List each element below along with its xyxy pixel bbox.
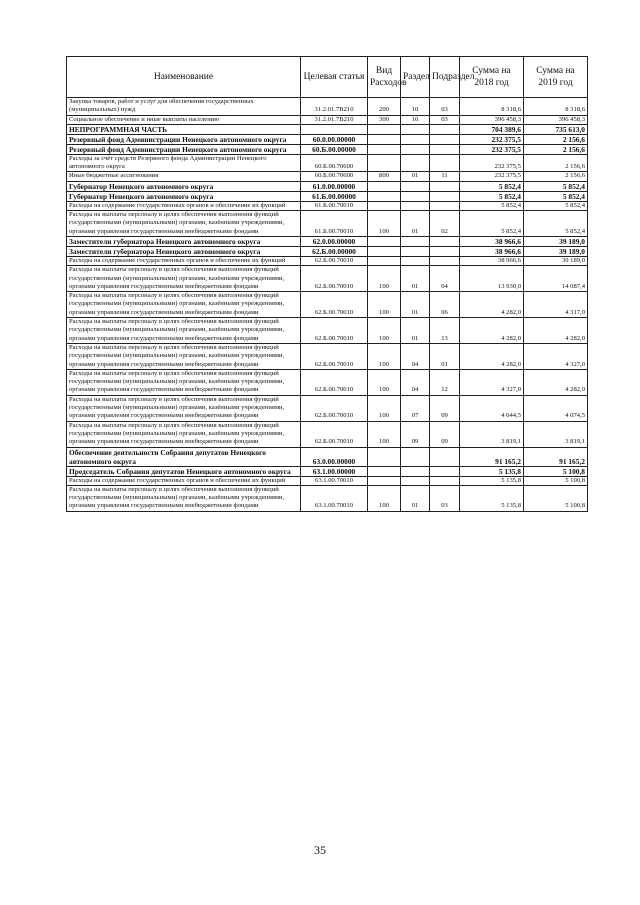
header-expense-type: Вид Расходов: [368, 57, 401, 98]
cell-name: Резервный фонд Администрации Ненецкого автономного округа: [67, 144, 301, 154]
cell-article: 61.Б.00.70010: [301, 211, 368, 237]
cell-name: Расходы на выплаты персоналу в целях обеспечения выполнения функций государственными (муниципальными) органами, казёнными учреждениями, органами управления государственными внебюджетными фондами: [67, 395, 301, 421]
cell-sum-2018: 38 966,6: [460, 246, 524, 256]
cell-subsection: [430, 447, 460, 466]
header-subsection: Подраздел: [430, 57, 460, 98]
table-row: [67, 395, 588, 421]
cell-name: Иные бюджетные ассигнования: [67, 172, 301, 181]
table-row: [67, 485, 588, 511]
cell-sum-2018: 38 966,6: [460, 256, 524, 265]
cell-subsection: 03: [430, 115, 460, 124]
cell-name: Социальное обеспечение и иные выплаты населению: [67, 115, 301, 124]
cell-sum-2018: 232 375,5: [460, 154, 524, 172]
cell-section: [401, 236, 430, 246]
cell-sum-2019: 5 852,4: [524, 201, 588, 210]
table-row: [67, 172, 588, 181]
cell-expense-type: [368, 124, 401, 134]
cell-subsection: 03: [430, 98, 460, 116]
table-row: [67, 115, 588, 124]
cell-name: Расходы на содержание государственных органов и обеспечение их функций: [67, 476, 301, 485]
cell-expense-type: [368, 191, 401, 201]
cell-sum-2018: 5 852,4: [460, 211, 524, 237]
table-row: [67, 343, 588, 369]
header-section: Раздел: [401, 57, 430, 98]
cell-expense-type: 100: [368, 318, 401, 344]
cell-sum-2018: 5 852,4: [460, 181, 524, 191]
cell-expense-type: [368, 476, 401, 485]
cell-subsection: 06: [430, 292, 460, 318]
cell-sum-2019: 4 317,0: [524, 292, 588, 318]
cell-section: [401, 201, 430, 210]
cell-name: Расходы на выплаты персоналу в целях обеспечения выполнения функций государственными (муниципальными) органами, казёнными учреждениями, органами управления государственными внебюджетными фондами: [67, 266, 301, 292]
cell-article: 62.Б.00.70010: [301, 266, 368, 292]
page-number: 35: [314, 843, 326, 857]
cell-expense-type: 800: [368, 172, 401, 181]
table-row: [67, 191, 588, 201]
cell-section: 01: [401, 211, 430, 237]
cell-sum-2019: 4 327,0: [524, 343, 588, 369]
cell-subsection: [430, 134, 460, 144]
cell-expense-type: 100: [368, 292, 401, 318]
cell-name: Расходы на содержание государственных органов и обеспечение их функций: [67, 201, 301, 210]
cell-section: 09: [401, 421, 430, 447]
cell-expense-type: 100: [368, 266, 401, 292]
cell-sum-2019: 4 282,0: [524, 318, 588, 344]
cell-article: 62.Б.00.70010: [301, 369, 368, 395]
cell-expense-type: [368, 181, 401, 191]
cell-sum-2019: 2 156,6: [524, 172, 588, 181]
cell-section: 10: [401, 98, 430, 116]
cell-expense-type: [368, 201, 401, 210]
cell-name: Резервный фонд Администрации Ненецкого автономного округа: [67, 134, 301, 144]
table-row: [67, 369, 588, 395]
cell-sum-2018: 232 375,5: [460, 134, 524, 144]
cell-sum-2018: 91 165,2: [460, 447, 524, 466]
cell-article: 62.Б.00.70010: [301, 318, 368, 344]
cell-name: Расходы на выплаты персоналу в целях обеспечения выполнения функций государственными (муниципальными) органами, казёнными учреждениями, органами управления государственными внебюджетными фондами: [67, 211, 301, 237]
cell-sum-2019: 14 087,4: [524, 266, 588, 292]
cell-sum-2018: 4 282,0: [460, 318, 524, 344]
cell-name: Председатель Собрания депутатов Ненецкого автономного округа: [67, 466, 301, 476]
cell-expense-type: [368, 154, 401, 172]
cell-expense-type: [368, 144, 401, 154]
cell-sum-2019: 39 189,0: [524, 236, 588, 246]
cell-subsection: [430, 246, 460, 256]
table-row: [67, 236, 588, 246]
cell-article: 60.Б.00.70600: [301, 154, 368, 172]
cell-sum-2018: 5 135,8: [460, 476, 524, 485]
cell-section: [401, 134, 430, 144]
cell-section: [401, 191, 430, 201]
cell-expense-type: [368, 447, 401, 466]
cell-subsection: 04: [430, 266, 460, 292]
table-row: [67, 181, 588, 191]
budget-table-sheet: [66, 56, 587, 512]
cell-name: Расходы на выплаты персоналу в целях обеспечения выполнения функций государственными (муниципальными) органами, казёнными учреждениями, органами управления государственными внебюджетными фондами: [67, 369, 301, 395]
table-row: [67, 421, 588, 447]
cell-section: [401, 466, 430, 476]
header-name: Наименование: [67, 57, 301, 98]
cell-subsection: [430, 201, 460, 210]
cell-name: Губернатор Ненецкого автономного округа: [67, 181, 301, 191]
cell-expense-type: 100: [368, 343, 401, 369]
cell-section: 10: [401, 115, 430, 124]
cell-sum-2019: 5 852,4: [524, 181, 588, 191]
cell-name: Расходы на выплаты персоналу в целях обеспечения выполнения функций государственными (муниципальными) органами, казёнными учреждениями, органами управления государственными внебюджетными фондами: [67, 421, 301, 447]
cell-name: Расходы на выплаты персоналу в целях обеспечения выполнения функций государственными (муниципальными) органами, казёнными учреждениями, органами управления государственными внебюджетными фондами: [67, 292, 301, 318]
cell-name: Расходы на выплаты персоналу в целях обеспечения выполнения функций государственными (муниципальными) органами, казёнными учреждениями, органами управления государственными внебюджетными фондами: [67, 318, 301, 344]
cell-article: 60.0.00.00000: [301, 134, 368, 144]
cell-section: [401, 476, 430, 485]
cell-sum-2019: 5 852,4: [524, 191, 588, 201]
cell-name: Расходы на выплаты персоналу в целях обеспечения выполнения функций государственными (муниципальными) органами, казёнными учреждениями, органами управления государственными внебюджетными фондами: [67, 485, 301, 511]
cell-expense-type: 100: [368, 485, 401, 511]
cell-article: 63.1.00.70010: [301, 485, 368, 511]
cell-sum-2018: 3 819,1: [460, 421, 524, 447]
cell-sum-2019: 4 074,5: [524, 395, 588, 421]
cell-article: 62.Б.00.70010: [301, 421, 368, 447]
cell-sum-2019: 5 100,8: [524, 476, 588, 485]
cell-section: 01: [401, 292, 430, 318]
cell-section: [401, 154, 430, 172]
cell-subsection: 11: [430, 172, 460, 181]
cell-sum-2019: 2 156,6: [524, 144, 588, 154]
cell-name: Заместители губернатора Ненецкого автономного округа: [67, 246, 301, 256]
cell-expense-type: 100: [368, 421, 401, 447]
cell-expense-type: 300: [368, 115, 401, 124]
cell-sum-2019: 4 282,0: [524, 369, 588, 395]
cell-subsection: [430, 181, 460, 191]
cell-section: [401, 447, 430, 466]
cell-article: 63.0.00.00000: [301, 447, 368, 466]
cell-subsection: [430, 466, 460, 476]
cell-sum-2018: 396 458,3: [460, 115, 524, 124]
cell-sum-2018: 4 282,0: [460, 343, 524, 369]
cell-article: 60.Б.00.70600: [301, 172, 368, 181]
cell-name: НЕПРОГРАММНАЯ ЧАСТЬ: [67, 124, 301, 134]
cell-sum-2019: 5 100,8: [524, 485, 588, 511]
cell-subsection: [430, 144, 460, 154]
cell-sum-2018: 704 389,6: [460, 124, 524, 134]
cell-article: 62.Б.00.00000: [301, 246, 368, 256]
cell-sum-2018: 4 327,0: [460, 369, 524, 395]
cell-sum-2018: 13 930,0: [460, 266, 524, 292]
cell-section: [401, 181, 430, 191]
table-row: [67, 134, 588, 144]
cell-sum-2018: 5 135,8: [460, 466, 524, 476]
cell-subsection: [430, 154, 460, 172]
cell-section: 01: [401, 485, 430, 511]
cell-name: Расходы за счёт средств Резервного фонда Администрации Ненецкого автономного округа: [67, 154, 301, 172]
cell-sum-2018: 4 044,5: [460, 395, 524, 421]
cell-sum-2019: 735 613,0: [524, 124, 588, 134]
cell-subsection: 03: [430, 485, 460, 511]
cell-sum-2019: 8 318,6: [524, 98, 588, 116]
cell-expense-type: [368, 236, 401, 246]
cell-section: [401, 256, 430, 265]
cell-article: 62.Б.00.70010: [301, 343, 368, 369]
cell-article: [301, 124, 368, 134]
cell-article: 62.0.00.00000: [301, 236, 368, 246]
table-row: [67, 154, 588, 172]
cell-name: Расходы на содержание государственных органов и обеспечение их функций: [67, 256, 301, 265]
cell-name: Расходы на выплаты персоналу в целях обеспечения выполнения функций государственными (муниципальными) органами, казёнными учреждениями, органами управления государственными внебюджетными фондами: [67, 343, 301, 369]
table-row: [67, 292, 588, 318]
cell-sum-2019: 5 100,8: [524, 466, 588, 476]
header-sum-2018: Сумма на 2018 год: [460, 57, 524, 98]
cell-subsection: 01: [430, 343, 460, 369]
cell-section: [401, 124, 430, 134]
cell-expense-type: [368, 256, 401, 265]
table-row: [67, 476, 588, 485]
header-sum-2019: Сумма на 2019 год: [524, 57, 588, 98]
cell-section: 01: [401, 318, 430, 344]
header-article: Целевая статья: [301, 57, 368, 98]
cell-subsection: 12: [430, 369, 460, 395]
cell-subsection: 13: [430, 318, 460, 344]
cell-section: 04: [401, 343, 430, 369]
cell-section: [401, 246, 430, 256]
cell-article: 31.2.01.7В210: [301, 98, 368, 116]
cell-subsection: 09: [430, 421, 460, 447]
budget-table: [66, 56, 588, 512]
cell-sum-2019: 5 852,4: [524, 211, 588, 237]
cell-subsection: [430, 124, 460, 134]
cell-expense-type: 100: [368, 211, 401, 237]
cell-expense-type: [368, 134, 401, 144]
cell-sum-2019: 3 819,1: [524, 421, 588, 447]
cell-sum-2018: 4 282,0: [460, 292, 524, 318]
table-row: [67, 124, 588, 134]
cell-subsection: 09: [430, 395, 460, 421]
cell-sum-2019: 39 189,0: [524, 256, 588, 265]
cell-article: 61.Б.00.70010: [301, 201, 368, 210]
cell-sum-2018: 232 375,5: [460, 144, 524, 154]
cell-article: 62.Б.00.70010: [301, 395, 368, 421]
cell-article: 60.Б.00.00000: [301, 144, 368, 154]
table-row: [67, 201, 588, 210]
cell-subsection: [430, 236, 460, 246]
cell-sum-2019: 91 165,2: [524, 447, 588, 466]
cell-section: 01: [401, 172, 430, 181]
cell-article: 63.1.00.00000: [301, 466, 368, 476]
cell-subsection: [430, 476, 460, 485]
cell-expense-type: [368, 466, 401, 476]
cell-sum-2019: 2 156,6: [524, 154, 588, 172]
cell-name: Губернатор Ненецкого автономного округа: [67, 191, 301, 201]
cell-article: 31.2.01.7В210: [301, 115, 368, 124]
table-row: [67, 318, 588, 344]
cell-section: 01: [401, 266, 430, 292]
cell-sum-2019: 39 189,0: [524, 246, 588, 256]
cell-expense-type: 100: [368, 395, 401, 421]
table-header-row: [67, 57, 588, 98]
cell-expense-type: [368, 246, 401, 256]
cell-name: Обеспечение деятельности Собрания депутатов Ненецкого автономного округа: [67, 447, 301, 466]
cell-article: 62.Б.00.70010: [301, 292, 368, 318]
cell-subsection: [430, 256, 460, 265]
table-row: [67, 266, 588, 292]
cell-section: 07: [401, 395, 430, 421]
cell-sum-2018: 232 375,5: [460, 172, 524, 181]
cell-name: Заместители губернатора Ненецкого автономного округа: [67, 236, 301, 246]
cell-article: 61.Б.00.00000: [301, 191, 368, 201]
table-row: [67, 447, 588, 466]
cell-sum-2018: 5 852,4: [460, 191, 524, 201]
cell-expense-type: 100: [368, 369, 401, 395]
cell-section: [401, 144, 430, 154]
table-row: [67, 256, 588, 265]
cell-sum-2018: 8 318,6: [460, 98, 524, 116]
cell-article: 62.Б.00.70010: [301, 256, 368, 265]
table-row: [67, 144, 588, 154]
cell-sum-2018: 5 135,8: [460, 485, 524, 511]
table-row: [67, 466, 588, 476]
cell-subsection: 02: [430, 211, 460, 237]
table-row: [67, 211, 588, 237]
cell-sum-2018: 5 852,4: [460, 201, 524, 210]
table-row: [67, 98, 588, 116]
cell-article: 61.0.00.00000: [301, 181, 368, 191]
cell-name: Закупка товаров, работ и услуг для обеспечения государственных (муниципальных) нужд: [67, 98, 301, 116]
cell-subsection: [430, 191, 460, 201]
cell-sum-2019: 396 458,3: [524, 115, 588, 124]
cell-sum-2018: 38 966,6: [460, 236, 524, 246]
table-body: [67, 98, 588, 512]
cell-expense-type: 200: [368, 98, 401, 116]
table-row: [67, 246, 588, 256]
cell-section: 04: [401, 369, 430, 395]
cell-sum-2019: 2 156,6: [524, 134, 588, 144]
cell-article: 63.1.00.70010: [301, 476, 368, 485]
